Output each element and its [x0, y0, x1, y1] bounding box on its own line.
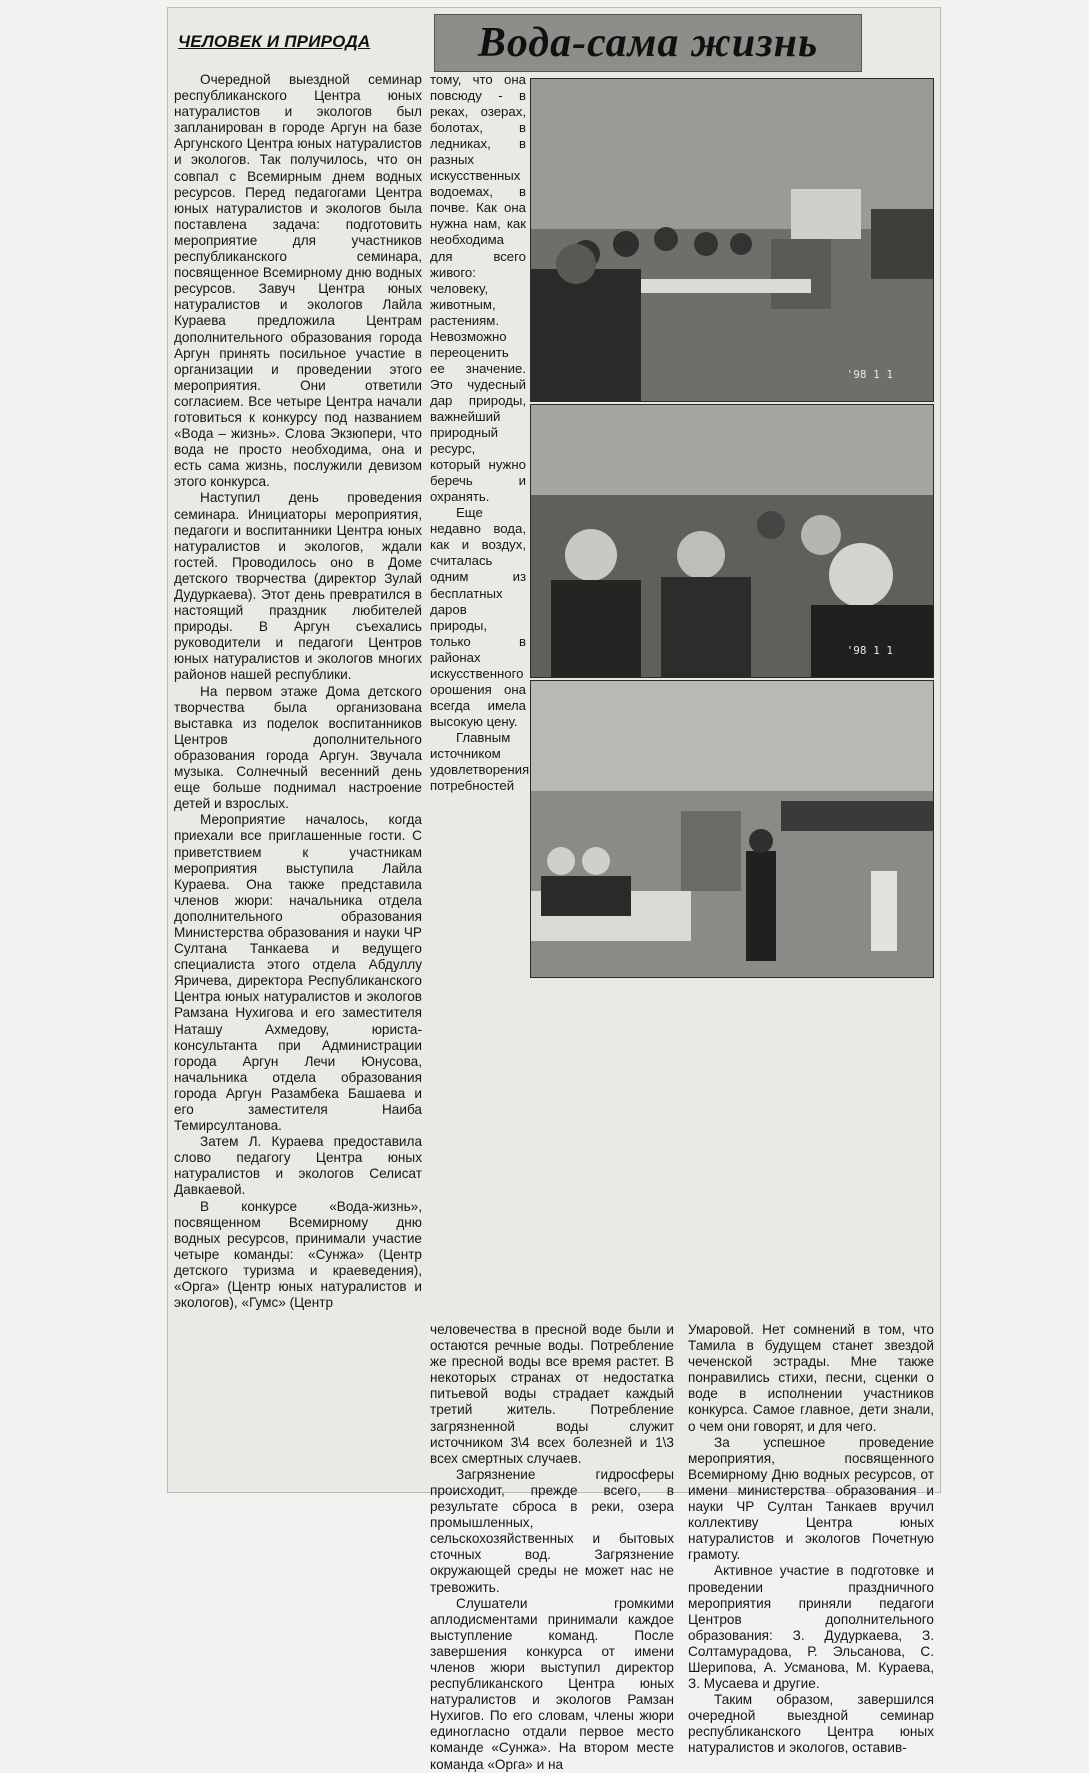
newspaper-clipping	[168, 8, 940, 1772]
photo-illustration	[531, 79, 933, 401]
paragraph: Загрязнение гидросферы происходит, прежде всего, в результате сброса в реки, озера промышленных, сельскохозяйственных и бытовых сточных вод. Загрязнение окружающей среды не может нас не тревожить.	[430, 1466, 674, 1595]
photo-seminar-audience	[530, 404, 934, 678]
paragraph: Таким образом, завершился очередной выездной семинар республиканского Центра юных натуралистов и экологов, оставив-	[688, 1692, 934, 1756]
paragraph: Еще недавно вода, как и воздух, считалась одним из бесплатных даров природы, только в районах искусственного орошения она всегда имела высокую цену.	[430, 505, 526, 729]
paragraph: Наступил день проведения семинара. Инициаторы мероприятия, педагоги и воспитанники Центра юных натуралистов и экологов, ждали гостей. Проводилось оно в Доме детского творчества (директор Зулай Дудуркаева). Этот день превратился в настоящий праздник любителей природы. В Аргун съехались руководители и педагоги Центров юных натуралистов и экологов многих районов нашей республики.	[174, 490, 422, 683]
photo-seminar-stage	[530, 680, 934, 978]
article-column-2-wide	[430, 1322, 674, 1772]
paragraph: человечества в пресной воде были и остаются речные воды. Потребление же пресной воды все время растет. В некоторых странах от недостатка питьевой воды страдает каждый третий житель. Потребление загрязненной воды служит источником 3\4 всех болезней и 1\3 всех смертных случаев.	[430, 1322, 674, 1466]
paragraph: Активное участие в подготовке и проведении праздничного мероприятия приняли педагоги Центров дополнительного образования: З. Дудуркаева, З. Солтамурадова, Р. Эльсанова, С. Шерипова, А. Усманова, М. Кураева, З. Мусаева и другие.	[688, 1563, 934, 1692]
paragraph: тому, что она повсюду - в реках, озерах, болотах, в ледниках, в разных искусственных водоемах, в почве. Как она нужна нам, как необходима для всего живого: человеку, животным, растениям. Невозможно переоценить ее значение. Это чудесный дар природы, важнейший природный ресурс, который нужно беречь и охранять.	[430, 72, 526, 505]
photo-date-stamp: '98 1 1	[846, 644, 893, 657]
article-headline: Вода-сама жизнь	[434, 14, 862, 72]
paragraph: Умаровой. Нет сомнений в том, что Тамила в будущем станет звездой чеченской эстрады. Мне также понравились стихи, песни, сценки о воде в исполнении участников конкурса. Самое главное, дети знали, о чем они говорят, и для чего.	[688, 1322, 934, 1434]
article-column-2-narrow	[430, 72, 530, 1320]
paragraph: В конкурсе «Вода-жизнь», посвященном Всемирному дню водных ресурсов, принимали участие четыре команды: «Сунжа» (Центр детского туризма и краеведения), «Орга» (Центр юных натуралистов и экологов), «Гумс» (Центр	[174, 1198, 422, 1311]
paragraph: Мероприятие началось, когда приехали все приглашенные гости. С приветствием к участникам мероприятия выступила Лайла Кураева. Она также представила членов жюри: начальника отдела дополнительного образования Министерства образования и науки ЧР Султана Танкаева и ведущего специалиста этого отдела Абдуллу Яричева, директора Республиканского Центра юных натуралистов и экологов Рамзана Нухигова и его заместителя Наташу Ахмедову, юриста-консультанта при Администрации города Аргун Лечи Юнусова, начальника отдела образования города Аргун Разамбека Башаева и его заместителя Наиба Темирсултанова.	[174, 812, 422, 1134]
paragraph: Главным источником удовлетворения потребностей	[430, 729, 530, 794]
paragraph: Затем Л. Кураева предоставила слово педагогу Центра юных натуралистов и экологов Селисат Давкаевой.	[174, 1134, 422, 1198]
section-rubric: ЧЕЛОВЕК И ПРИРОДА	[178, 32, 371, 51]
photo-illustration	[531, 681, 933, 977]
paragraph: Очередной выездной семинар республиканского Центра юных натуралистов и экологов был запланирован в городе Аргун на базе Аргунского Центра юных натуралистов и экологов. Так получилось, что он совпал с Всемирным днем водных ресурсов. Перед педагогами Центра юных натуралистов и экологов была поставлена задача: подготовить мероприятие для участников республиканского семинара, посвященное Всемирному дню водных ресурсов. Завуч Центра юных натуралистов и экологов Лайла Кураева предложила Центрам дополнительного образования города Аргун принять посильное участие в организации и проведении этого мероприятия. Они ответили согласием. Все четыре Центра начали готовиться к конкурсу под названием «Вода – жизнь». Слова Экзюпери, что вода не просто необходима, она и есть сама жизнь, послужили девизом этого конкурса.	[174, 72, 422, 490]
paragraph: Слушатели громкими аплодисментами принимали каждое выступление команд. После завершения конкурса от имени членов жюри выступил директор республиканского Центра юных натуралистов и экологов Рамзан Нухигов. По его словам, члены жюри единогласно отдали первое место команде «Сунжа». На втором месте команда «Орга» и на	[430, 1595, 674, 1772]
photo-illustration	[531, 405, 933, 677]
paragraph: На первом этаже Дома детского творчества была организована выставка из поделок воспитанников Центров дополнительного образования города Аргун. Звучала музыка. Солнечный весенний день еще больше поднимал настроение детей и взрослых.	[174, 683, 422, 812]
photo-date-stamp: '98 1 1	[846, 368, 893, 381]
paragraph: За успешное проведение мероприятия, посвященного Всемирному Дню водных ресурсов, от имени министерства образования и науки ЧР Султан Танкаев вручил коллективу Центра юных натуралистов и экологов Почетную грамоту.	[688, 1434, 934, 1563]
article-column-3	[688, 1322, 934, 1756]
photo-seminar-jury-table	[530, 78, 934, 402]
article-column-1	[174, 72, 422, 1484]
